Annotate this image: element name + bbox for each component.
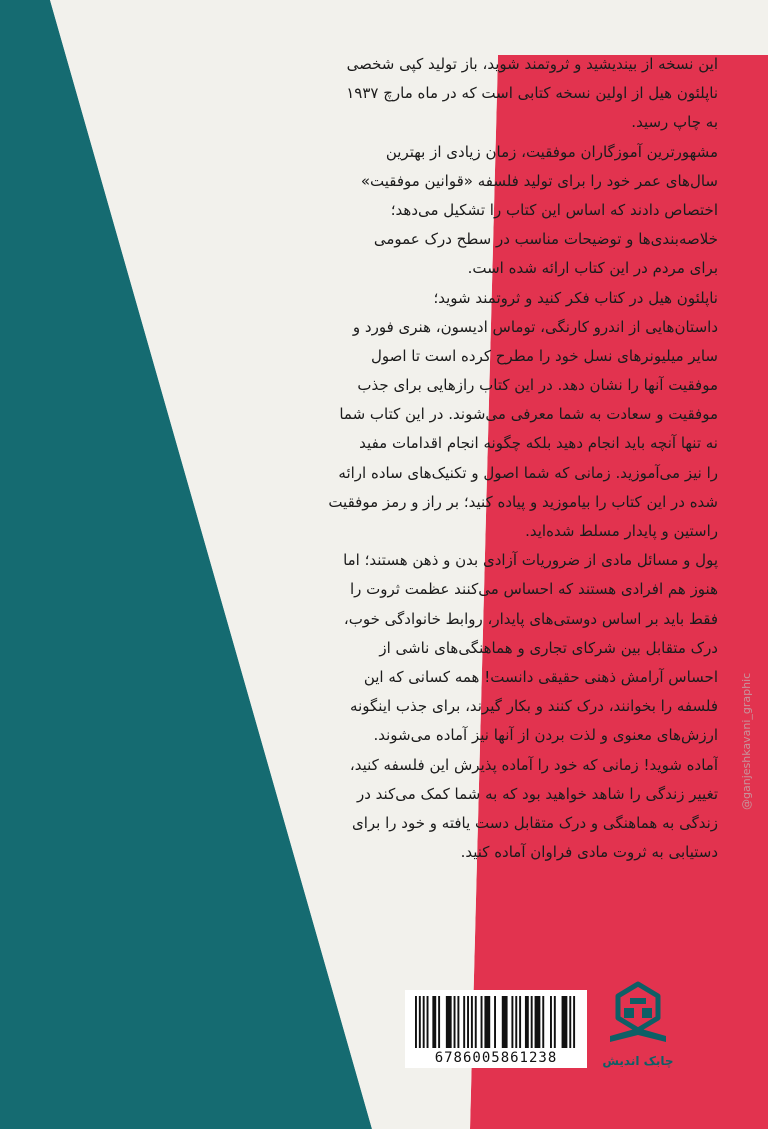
barcode-bar [467,996,469,1048]
text-line: خلاصه‌بندی‌ها و توضیحات مناسب در سطح درک عمومی [373,230,718,249]
barcode-bar [502,996,508,1048]
barcode-bar [457,996,459,1048]
barcode-bar [562,996,568,1048]
paragraph [78,284,718,547]
paragraph [78,138,718,284]
text-line: ناپلئون هیل از اولین نسخه کتابی است که در ماه مارچ ۱۹۳۷ [346,84,718,103]
text-line: تغییر زندگی را شاهد خواهید بود که به شما کمک می‌کند در [356,784,718,803]
barcode [405,990,587,1068]
text-line: داستان‌هایی از اندرو کارنگی، توماس ادیسون، هنری فورد و [352,317,718,336]
watermark-text: @ganjeshkavani_graphic [740,672,753,810]
publisher-emblem-icon [596,978,680,1052]
text-line: به چاپ رسید. [631,113,718,132]
barcode-bar [531,996,533,1048]
barcode-bar [515,996,517,1048]
barcode-bar [454,996,456,1048]
barcode-bar [535,996,541,1048]
barcode-bar [554,996,556,1048]
back-cover-text [78,50,718,867]
barcode-bar [519,996,521,1048]
text-line: آماده شوید! زمانی که خود را آماده پذیرش این فلسفه کنید، [349,755,718,774]
barcode-bar [484,996,490,1048]
barcode-bar [438,996,440,1048]
text-line: سال‌های عمر خود را برای تولید فلسفه «قوانین موفقیت» [360,171,718,190]
text-line: احساس آرامش ذهنی حقیقی دانست! همه کسانی که این [363,667,718,686]
text-line: راستین و پایدار مسلط شده‌اید. [525,522,718,540]
text-line: موفقیت آنها را نشان دهد. در این کتاب رازهایی برای جذب [357,376,718,395]
text-line: را نیز می‌آموزید. زمانی که شما اصول و تکنیک‌های ساده ارائه [338,463,718,482]
text-line: زندگی به هماهنگی و درک متقابل دست یافته و خود را برای [352,813,718,832]
text-line: شده در این کتاب را بیاموزید و پیاده کنید؛ بر راز و رمز موفقیت [328,492,718,511]
barcode-bar [475,996,477,1048]
barcode-bar [550,996,552,1048]
barcode-bar [481,996,483,1048]
barcode-bar [542,996,544,1048]
barcode-bar [446,996,452,1048]
barcode-bar [494,996,496,1048]
text-line: این نسخه از بیندیشید و ثروتمند شوید، باز تولید کپی شخصی [346,55,718,73]
text-line: ناپلئون هیل در کتاب فکر کنید و ثروتمند شوید؛ [433,288,718,307]
text-line: دستیابی به ثروت مادی فراوان آماده کنید. [460,843,718,862]
barcode-bar [419,996,421,1048]
paragraph [78,50,718,138]
barcode-bar [427,996,429,1048]
text-line: فقط باید بر اساس دوستی‌های پایدار، روابط خانوادگی خوب، [343,609,718,628]
text-line: درک متقابل بین شرکای تجاری و هماهنگی‌های ناشی از [379,638,718,657]
barcode-bar [525,996,529,1048]
barcode-bar [432,996,436,1048]
text-line: ارزش‌های معنوی و لذت بردن از آنها نیز آماده می‌شوند. [373,726,718,745]
text-line: موفقیت و سعادت به شما معرفی می‌شوند. در این کتاب شما [339,405,718,424]
text-line: فلسفه را بخوانند، درک کنند و بکار گیرند، برای جذب اینگونه [350,697,718,716]
barcode-bar [569,996,571,1048]
barcode-bars [413,996,579,1048]
barcode-bar [415,996,417,1048]
publisher-name: چابک اندیش [602,1054,674,1068]
text-line: پول و مسائل مادی از ضروریات آزادی بدن و ذهن هستند؛ اما [343,551,718,570]
barcode-bar [573,996,575,1048]
paragraph [78,751,718,868]
text-line: اختصاص دادند که اساس این کتاب را تشکیل می‌دهد؛ [390,200,718,219]
text-line: نه تنها آنچه باید انجام دهید بلکه چگونه انجام اقدامات مفید [359,434,718,453]
text-line: هنوز هم افرادی هستند که احساس می‌کنند عظمت ثروت را [349,580,718,599]
barcode-number: 6786005861238 [434,1050,558,1066]
publisher-logo [596,978,680,1078]
barcode-bar [463,996,465,1048]
text-line: برای مردم در این کتاب ارائه شده است. [467,259,718,278]
text-line: مشهورترین آموزگاران موفقیت، زمان زیادی از بهترین [385,142,718,161]
paragraph [78,546,718,750]
barcode-bar [423,996,425,1048]
barcode-bar [511,996,513,1048]
text-line: سایر میلیونرهای نسل خود را مطرح کرده است تا اصول [370,346,718,365]
barcode-bar [471,996,473,1048]
